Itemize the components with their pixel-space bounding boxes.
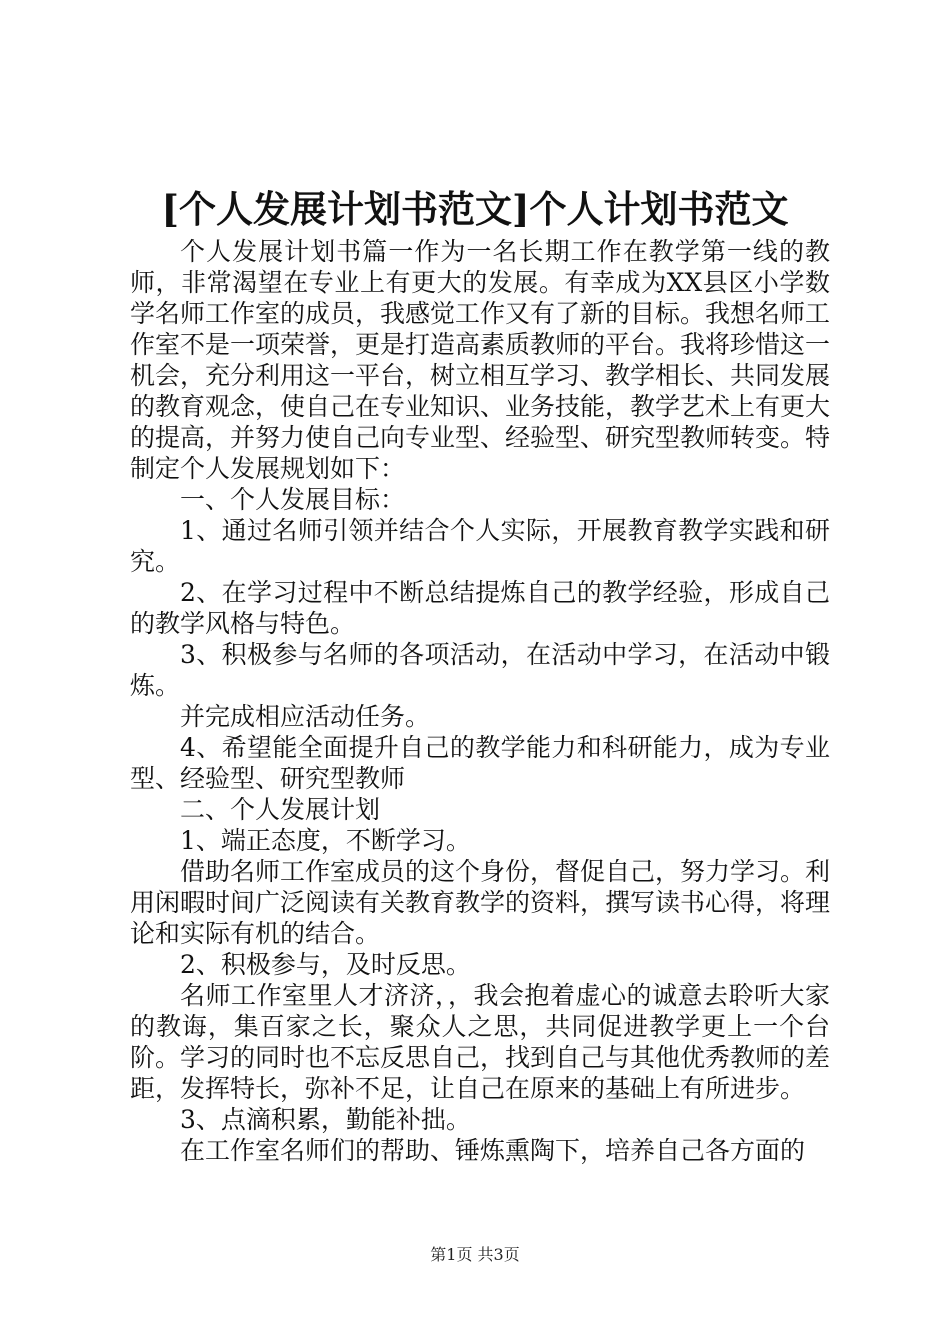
paragraph: 4、希望能全面提升自己的教学能力和科研能力，成为专业型、经验型、研究型教师 bbox=[130, 733, 830, 793]
paragraph: 一、个人发展目标： bbox=[180, 485, 406, 514]
paragraph: 1、端正态度，不断学习。 bbox=[180, 826, 471, 855]
paragraph: 并完成相应活动任务。 bbox=[180, 702, 431, 731]
paragraph: 3、积极参与名师的各项活动，在活动中学习，在活动中锻炼。 bbox=[130, 640, 830, 700]
paragraph: 二、个人发展计划 bbox=[180, 795, 381, 824]
paragraph: 个人发展计划书篇一作为一名长期工作在教学第一线的教师，非常渴望在专业上有更大的发展。有幸成为XX县区小学数学名师工作室的成员，我感觉工作又有了新的目标。我想名师工作室不是一项荣誉，更是打造高素质教师的平台。我将珍惜这一机会，充分利用这一平台，树立相互学习、教学相长、共同发展的教育观念，使自己在专业知识、业务技能，教学艺术上有更大的提高，并努力使自己向专业型、经验型、研究型教师转变。特制定个人发展规划如下： bbox=[130, 237, 831, 483]
document-body bbox=[130, 236, 830, 1166]
paragraph: 借助名师工作室成员的这个身份，督促自己，努力学习。利用闲暇时间广泛阅读有关教育教学的资料，撰写读书心得，将理论和实际有机的结合。 bbox=[130, 857, 831, 948]
paragraph: 2、积极参与，及时反思。 bbox=[180, 950, 471, 979]
paragraph: 2、在学习过程中不断总结提炼自己的教学经验，形成自己的教学风格与特色。 bbox=[130, 578, 830, 638]
paragraph: 在工作室名师们的帮助、锤炼熏陶下，培养自己各方面的 bbox=[180, 1136, 806, 1165]
paragraph: 1、通过名师引领并结合个人实际，开展教育教学实践和研究。 bbox=[130, 516, 830, 576]
paragraph: 名师工作室里人才济济，，我会抱着虚心的诚意去聆听大家的教诲，集百家之长，聚众人之思，共同促进教学更上一个台阶。学习的同时也不忘反思自己，找到自己与其他优秀教师的差距，发挥特长，弥补不足，让自己在原来的基础上有所进步。 bbox=[130, 981, 831, 1103]
document-title: [个人发展计划书范文]个人计划书范文 bbox=[161, 187, 789, 231]
page-footer: 第1页 共3页 bbox=[430, 1245, 520, 1264]
paragraph: 3、点滴积累，勤能补拙。 bbox=[180, 1105, 471, 1134]
